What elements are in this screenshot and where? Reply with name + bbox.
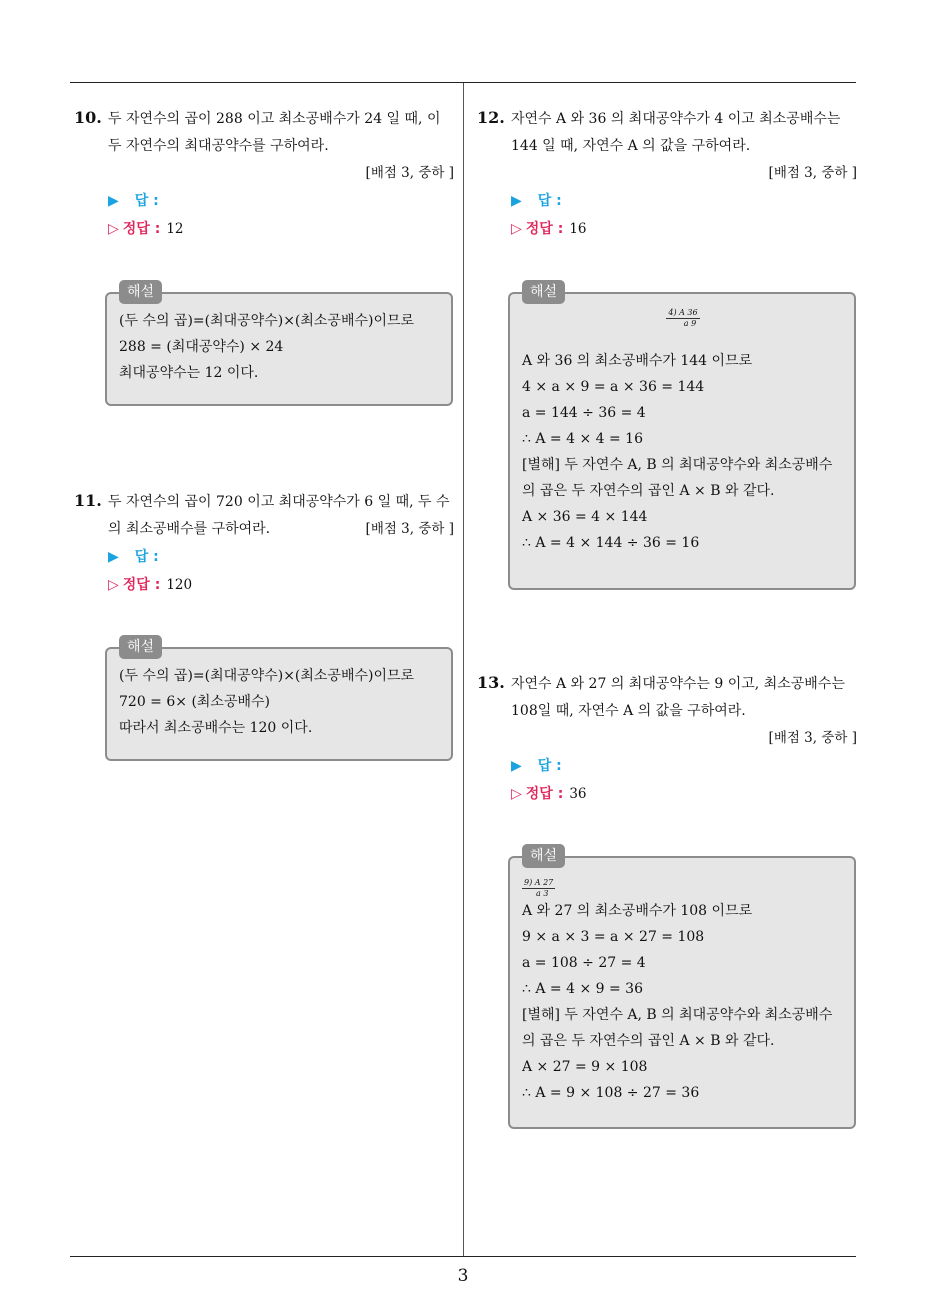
division-diagram: $\frac{4) A 36}{a 9}$ bbox=[668, 308, 698, 328]
correct-answer: 16 bbox=[569, 221, 587, 237]
question-13 bbox=[477, 669, 857, 808]
play-triangle-icon: ▶ bbox=[511, 758, 522, 774]
solution-line: (두 수의 곱)=(최대공약수)×(최소공배수)이므로 bbox=[119, 668, 415, 684]
score-label: [배점 3, 중하 ] bbox=[365, 165, 454, 181]
solution-line: 720 = 6× (최소공배수) bbox=[119, 694, 270, 710]
column-divider bbox=[463, 83, 464, 1256]
solution-tag: 해설 bbox=[522, 844, 565, 868]
answer-label: 답 : bbox=[134, 193, 159, 209]
play-triangle-icon: ▶ bbox=[108, 193, 119, 209]
correct-label: 정답 : bbox=[525, 221, 564, 237]
solution-line: a = 108 ÷ 27 = 4 bbox=[522, 955, 646, 971]
division-diagram: $\frac{9) A 27}{a 3}$ bbox=[524, 878, 554, 898]
solution-line: A × 36 = 4 × 144 bbox=[522, 509, 648, 525]
solution-line: 288 = (최대공약수) × 24 bbox=[119, 339, 284, 355]
outline-triangle-icon: ▷ bbox=[108, 221, 119, 237]
solution-line: ∴ A = 4 × 4 = 16 bbox=[522, 431, 643, 447]
solution-tag: 해설 bbox=[119, 280, 162, 304]
question-11 bbox=[74, 487, 454, 599]
score-label: [배점 3, 중하 ] bbox=[768, 730, 857, 746]
solution-line: A 와 36 의 최소공배수가 144 이므로 bbox=[522, 353, 753, 369]
play-triangle-icon: ▶ bbox=[108, 549, 119, 565]
question-text: 두 자연수의 곱이 288 이고 최소공배수가 24 일 때, 이 두 자연수의 최대공약수를 구하여라. bbox=[108, 111, 441, 154]
answer-label: 답 : bbox=[134, 549, 159, 565]
solution-line: A × 27 = 9 × 108 bbox=[522, 1059, 648, 1075]
question-number: 11. bbox=[74, 491, 102, 510]
question-number: 12. bbox=[477, 108, 505, 127]
question-number: 10. bbox=[74, 108, 102, 127]
solution-line: 9 × a × 3 = a × 27 = 108 bbox=[522, 929, 705, 945]
solution-box-11 bbox=[105, 639, 453, 761]
question-number: 13. bbox=[477, 673, 505, 692]
answer-block bbox=[108, 187, 454, 243]
correct-label: 정답 : bbox=[525, 786, 564, 802]
solution-line: (두 수의 곱)=(최대공약수)×(최소공배수)이므로 bbox=[119, 313, 415, 329]
outline-triangle-icon: ▷ bbox=[511, 786, 522, 802]
solution-tag: 해설 bbox=[522, 280, 565, 304]
correct-answer: 12 bbox=[166, 221, 184, 237]
correct-label: 정답 : bbox=[122, 577, 161, 593]
solution-box-12 bbox=[508, 284, 856, 590]
solution-line: ∴ A = 4 × 9 = 36 bbox=[522, 981, 643, 997]
question-10 bbox=[74, 104, 454, 243]
question-text: 자연수 A 와 36 의 최대공약수가 4 이고 최소공배수는 144 일 때, 자연수 A 의 값을 구하여라. bbox=[511, 111, 841, 154]
answer-block bbox=[511, 187, 857, 243]
correct-answer: 120 bbox=[166, 577, 193, 593]
bottom-rule bbox=[70, 1256, 856, 1257]
question-12 bbox=[477, 104, 857, 243]
score-label: [배점 3, 중하 ] bbox=[768, 165, 857, 181]
solution-line: ∴ A = 4 × 144 ÷ 36 = 16 bbox=[522, 535, 700, 551]
solution-line: 최대공약수는 12 이다. bbox=[119, 365, 259, 381]
play-triangle-icon: ▶ bbox=[511, 193, 522, 209]
question-text: 두 자연수의 곱이 720 이고 최대공약수가 6 일 때, 두 수의 최소공배수를 구하여라. bbox=[108, 494, 450, 537]
solution-line: 따라서 최소공배수는 120 이다. bbox=[119, 720, 313, 736]
question-text: 자연수 A 와 27 의 최대공약수는 9 이고, 최소공배수는 108일 때, 자연수 A 의 값을 구하여라. bbox=[511, 676, 845, 719]
answer-label: 답 : bbox=[537, 758, 562, 774]
correct-label: 정답 : bbox=[122, 221, 161, 237]
solution-line: ∴ A = 9 × 108 ÷ 27 = 36 bbox=[522, 1085, 700, 1101]
solution-line: 4 × a × 9 = a × 36 = 144 bbox=[522, 379, 705, 395]
score-label: [배점 3, 중하 ] bbox=[365, 521, 454, 537]
solution-box-10 bbox=[105, 284, 453, 406]
answer-block bbox=[511, 752, 857, 808]
solution-box-13 bbox=[508, 848, 856, 1129]
correct-answer: 36 bbox=[569, 786, 587, 802]
answer-block bbox=[108, 543, 454, 599]
solution-line: [별해] 두 자연수 A, B 의 최대공약수와 최소공배수의 곱은 두 자연수의 곱인 A × B 와 같다. bbox=[522, 457, 833, 499]
solution-line: A 와 27 의 최소공배수가 108 이므로 bbox=[522, 903, 753, 919]
solution-line: [별해] 두 자연수 A, B 의 최대공약수와 최소공배수의 곱은 두 자연수의 곱인 A × B 와 같다. bbox=[522, 1007, 833, 1049]
solution-line: a = 144 ÷ 36 = 4 bbox=[522, 405, 646, 421]
page-number: 3 bbox=[457, 1266, 469, 1286]
answer-label: 답 : bbox=[537, 193, 562, 209]
outline-triangle-icon: ▷ bbox=[108, 577, 119, 593]
outline-triangle-icon: ▷ bbox=[511, 221, 522, 237]
solution-tag: 해설 bbox=[119, 635, 162, 659]
